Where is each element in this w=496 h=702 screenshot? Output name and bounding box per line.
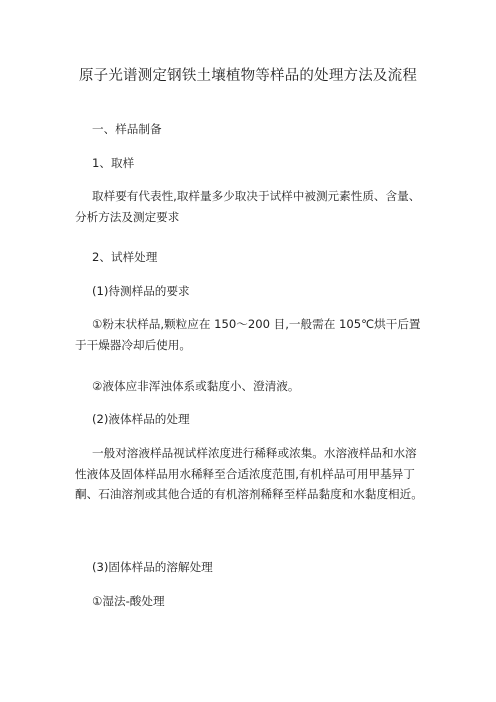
body-paragraph: 取样要有代表性,取样量多少取决于试样中被测元素性质、含量、分析方法及测定要求 — [75, 189, 421, 224]
body-paragraph: ②液体应非浑浊体系或黏度小、澄清液。 — [92, 379, 300, 393]
subsection-heading: 2、试样处理 — [92, 250, 158, 264]
item-heading: (1)待测样品的要求 — [92, 284, 190, 298]
document-title: 原子光谱测定钢铁土壤植物等样品的处理方法及流程 — [78, 68, 418, 84]
item-heading: ①湿法-酸处理 — [92, 594, 165, 608]
item-heading: (3)固体样品的溶解处理 — [92, 560, 213, 574]
body-paragraph: ①粉末状样品,颗粒应在 150～200 目,一般需在 105℃烘干后置于干燥器冷却后使用。 — [75, 317, 421, 352]
subsection-heading: 1、取样 — [92, 156, 135, 170]
item-heading: (2)液体样品的处理 — [92, 412, 190, 426]
section-heading: 一、样品制备 — [92, 122, 162, 136]
body-paragraph: 一般对溶液样品视试样浓度进行稀释或浓集。水溶液样品和水溶性液体及固体样品用水稀释至合适浓度范围,有机样品可用甲基异丁酮、石油溶剂或其他合适的有机溶剂稀释至样品黏度和水黏度相近。 — [75, 446, 423, 501]
